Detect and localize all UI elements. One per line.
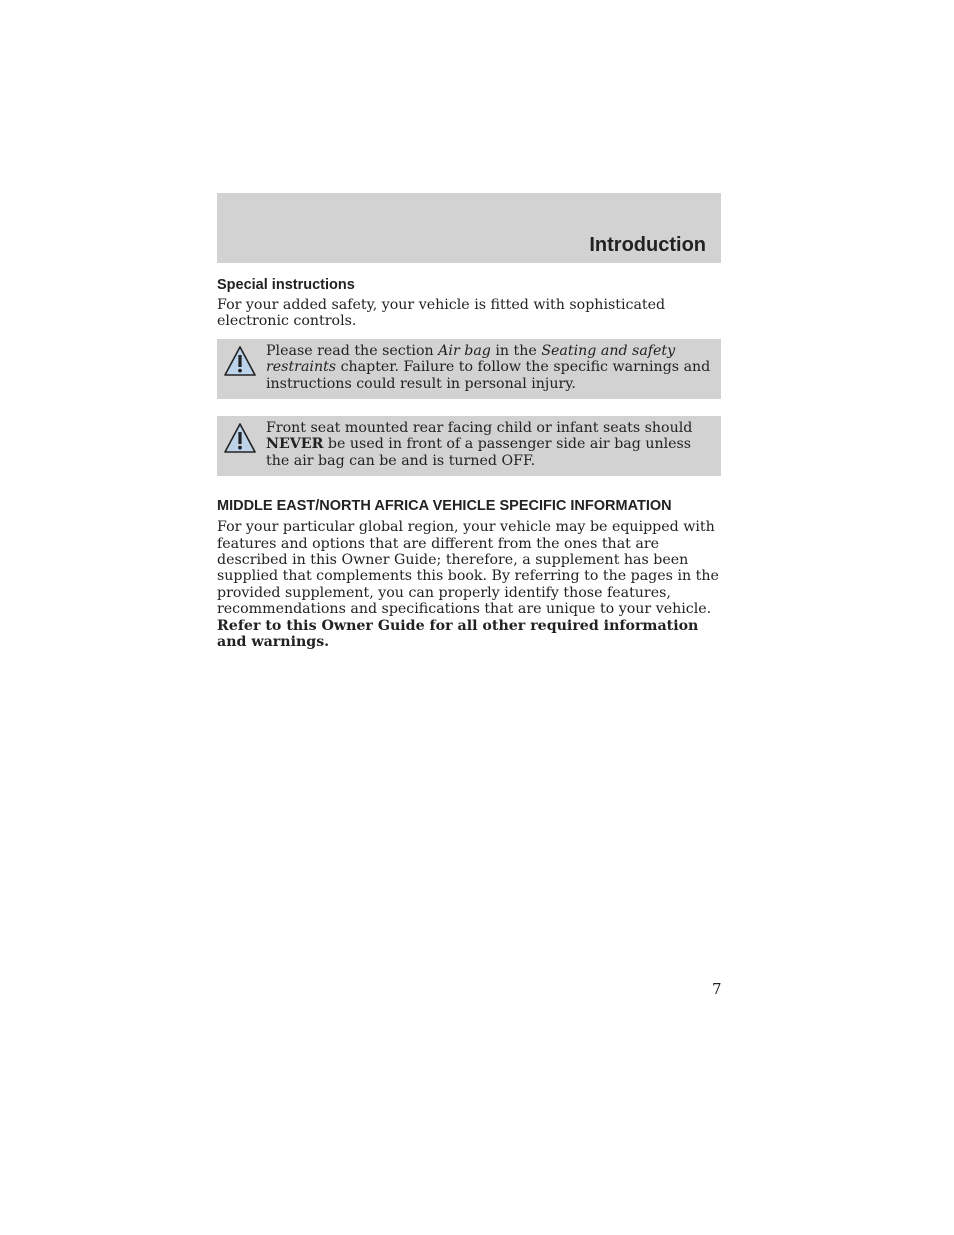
- warning-italic-seating: Seating and safety restraints: [266, 342, 676, 376]
- warning-text-part: Please read the section: [266, 342, 439, 359]
- page-content: [217, 193, 721, 651]
- warning-text-part: be used in front of a passenger side air bag unless the air bag can be and is turned OFF.: [266, 436, 692, 469]
- warning-text-part: chapter. Failure to follow the specific warnings and instructions could result in personal injury.: [266, 359, 711, 392]
- regional-info-heading: MIDDLE EAST/NORTH AFRICA VEHICLE SPECIFIC INFORMATION: [217, 498, 672, 515]
- header-band: [217, 193, 721, 263]
- warning-bold-never: NEVER: [266, 436, 324, 453]
- warning-text-part: in the: [490, 342, 542, 359]
- warning-triangle-icon: [223, 422, 257, 454]
- warning-text-part: Front seat mounted rear facing child or infant seats should: [266, 420, 693, 437]
- page-title: Introduction: [589, 234, 706, 256]
- warning-box-child-seat: [217, 416, 721, 476]
- regional-info-paragraph: [217, 519, 721, 650]
- warning-box-airbag: [217, 339, 721, 399]
- special-instructions-heading: Special instructions: [217, 277, 355, 293]
- regional-info-bold: Refer to this Owner Guide for all other required information and warnings.: [217, 617, 699, 651]
- warning-italic-airbag: Air bag: [438, 342, 491, 359]
- regional-info-text: For your particular global region, your vehicle may be equipped with features and options that are different from the ones that are described in this Owner Guide; therefore, a supplement has been supplied that complements this book. By referring to the pages in the provided supplement, you can properly identify those features, recommendations and specifications that are unique to your vehicle.: [217, 519, 719, 618]
- special-instructions-paragraph: For your added safety, your vehicle is fitted with sophisticated electronic controls.: [217, 297, 666, 330]
- page-number: 7: [712, 980, 722, 998]
- warning-triangle-icon: [223, 345, 257, 377]
